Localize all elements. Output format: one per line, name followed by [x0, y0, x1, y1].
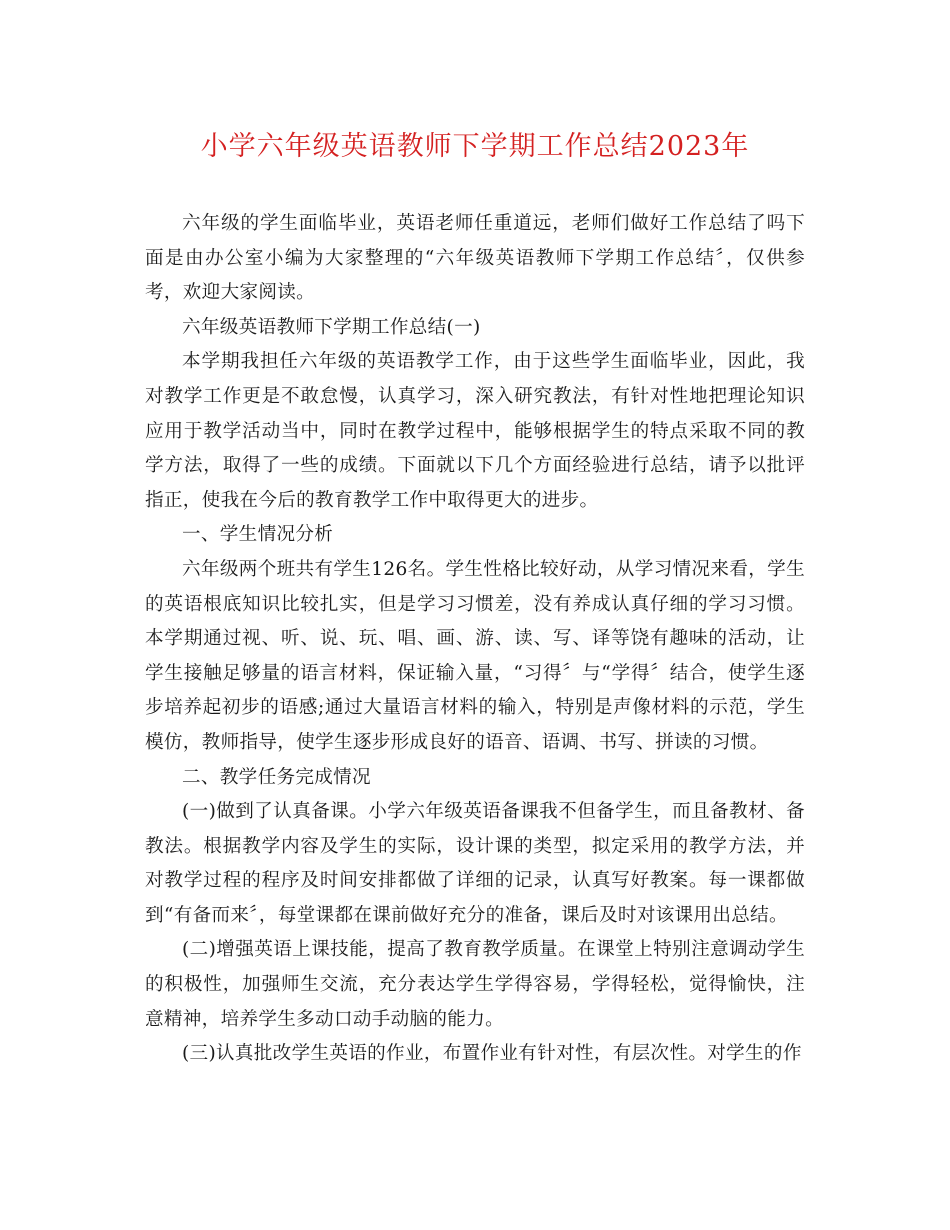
- section-heading-task-completion: 二、教学任务完成情况: [182, 766, 371, 788]
- document-title: 小学六年级英语教师下学期工作总结2023年: [200, 131, 750, 162]
- section-heading-summary-one: 六年级英语教师下学期工作总结(一): [182, 316, 481, 338]
- body-paragraph: 六年级两个班共有学生126名。学生性格比较好动，从学习情况来看，学生的英语根底知识比较扎实，但是学习习惯差，没有养成认真仔细的学习习惯。本学期通过视、听、说、玩、唱、画、游、读、写、译等饶有趣味的活动，让学生接触足够量的语言材料，保证输入量，“习得〞与“学得〞结合，使学生逐步培养起初步的语感;通过大量语言材料的输入，特别是声像材料的示范，学生模仿，教师指导，使学生逐步形成良好的语音、语调、书写、拼读的习惯。: [145, 558, 805, 753]
- body-paragraph: (二)增强英语上课技能，提高了教育教学质量。在课堂上特别注意调动学生的积极性，加强师生交流，充分表达学生学得容易，学得轻松，觉得愉快，注意精神，培养学生多动口动手动脑的能力。: [145, 939, 805, 1030]
- body-paragraph: 本学期我担任六年级的英语教学工作，由于这些学生面临毕业，因此，我对教学工作更是不敢怠慢，认真学习，深入研究教法，有针对性地把理论知识应用于教学活动当中，同时在教学过程中，能够根据学生的特点采取不同的教学方法，取得了一些的成绩。下面就以下几个方面经验进行总结，请予以批评指正，使我在今后的教育教学工作中取得更大的进步。: [145, 351, 805, 511]
- section-heading-student-analysis: 一、学生情况分析: [182, 524, 334, 546]
- intro-paragraph: 六年级的学生面临毕业，英语老师任重道远，老师们做好工作总结了吗下面是由办公室小编为大家整理的“六年级英语教师下学期工作总结〞，仅供参考，欢迎大家阅读。: [145, 213, 805, 304]
- body-paragraph: (一)做到了认真备课。小学六年级英语备课我不但备学生，而且备教材、备教法。根据教学内容及学生的实际，设计课的类型，拟定采用的教学方法，并对教学过程的程序及时间安排都做了详细的记录，认真写好教案。每一课都做到“有备而来〞，每堂课都在课前做好充分的准备，课后及时对该课用出总结。: [145, 801, 805, 926]
- document-page: [145, 120, 805, 1072]
- body-paragraph: (三)认真批改学生英语的作业，布置作业有针对性，有层次性。对学生的作: [182, 1043, 802, 1065]
